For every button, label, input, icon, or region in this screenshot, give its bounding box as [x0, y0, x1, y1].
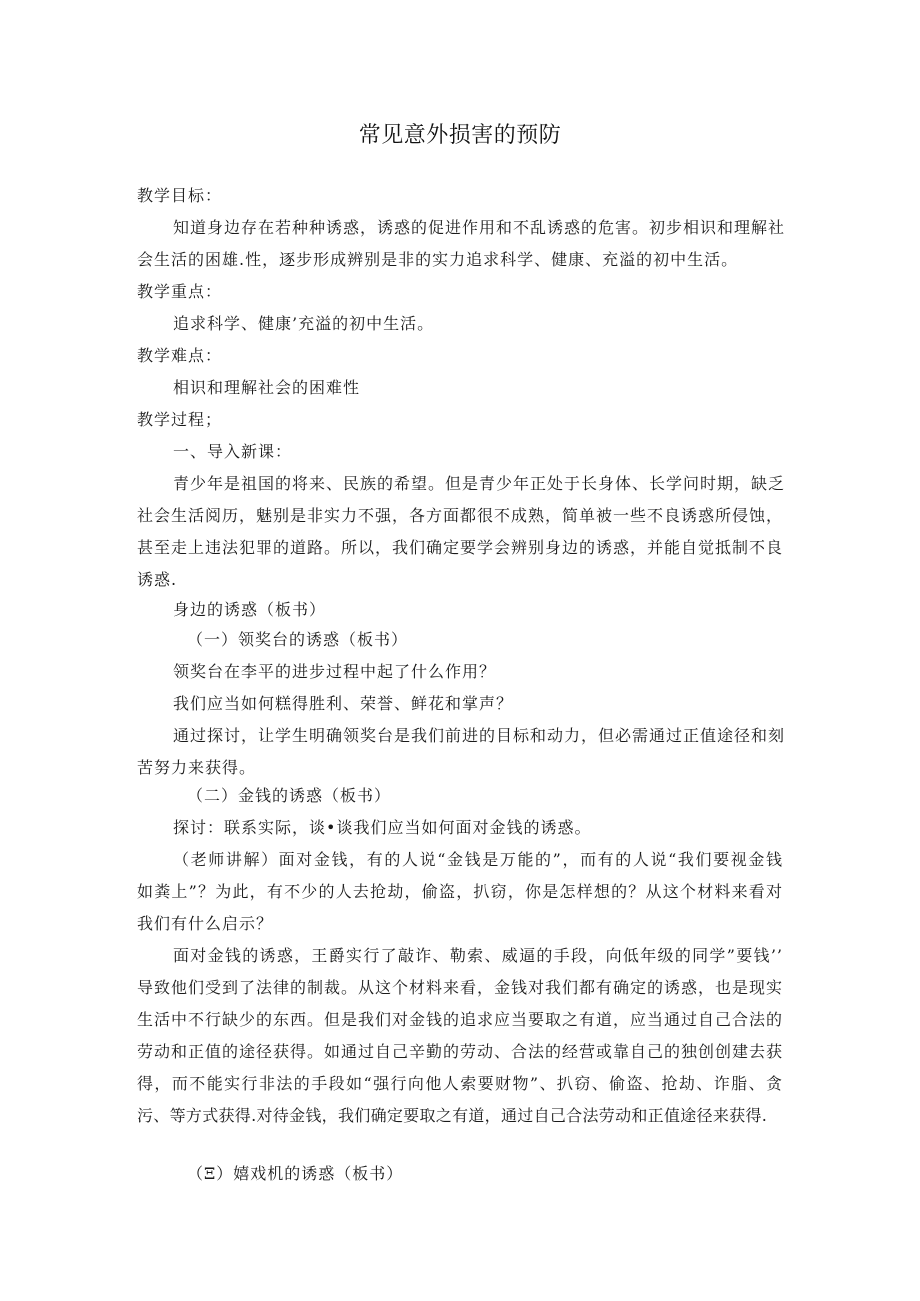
paragraph-line: 领奖台在李平的进步过程中起了什么作用？ — [173, 662, 497, 681]
document-title: 常见意外损害的预防 — [358, 123, 562, 148]
subsection-heading-money: （二）金钱的诱惑（板书） — [187, 786, 392, 805]
paragraph-line: 苦努力来获得。 — [137, 758, 257, 777]
section-heading-goals: 教学目标： — [137, 186, 223, 205]
subsection-heading-game-machine: （Ξ）嬉戏机的诱惑（板书） — [187, 1164, 404, 1183]
paragraph-line: 我们应当如何糕得胜利、荣誉、鲜花和掌声？ — [173, 694, 514, 713]
subsection-heading-podium: （一）领奖台的诱惑（板书） — [187, 630, 409, 649]
paragraph-line: 污、等方式获得.对待金钱，我们确定要取之有道，通过自己合法劳动和正值途径来获得. — [137, 1106, 768, 1125]
section-heading-key-points: 教学重点： — [137, 282, 223, 301]
section-heading-difficulties: 教学难点： — [137, 346, 223, 365]
paragraph-line: 导致他们受到了法律的制裁。从这个材料来看，金钱对我们都有确定的诱惑，也是现实 — [137, 978, 784, 997]
paragraph-line: （老师讲解）面对金钱，有的人说“金钱是万能的”，而有的人说“我们要视金钱 — [173, 850, 783, 869]
paragraph-line: 我们有什么启示？ — [137, 914, 274, 933]
paragraph-line: 如粪上”？为此，有不少的人去抢劫，偷盗，扒窃，你是怎样想的？从这个材料来看对 — [137, 882, 783, 901]
board-note: 身边的诱惑（板书） — [173, 600, 327, 619]
paragraph-line: 会生活的困雄.性，逐步形成辨别是非的实力追求科学、健康、充溢的初中生活。 — [137, 250, 739, 269]
subsection-heading-intro: 一、导入新课： — [173, 442, 293, 461]
paragraph-line: 诱惑. — [137, 570, 178, 589]
paragraph-line: 得，而不能实行非法的手段如“强行向他人索要财物”、扒窃、偷盗、抢劫、诈脂、贪 — [137, 1074, 783, 1093]
paragraph-line: 知道身边存在若种种诱惑，诱惑的促进作用和不乱诱惑的危害。初步相识和理解社 — [173, 218, 786, 237]
paragraph-line: 相识和理解社会的困难性 — [173, 378, 361, 397]
paragraph-line: 社会生活阅历，魅别是非实力不强，各方面都很不成熟，简单被一些不良诱惑所侵蚀， — [137, 506, 784, 525]
section-heading-process: 教学过程； — [137, 410, 223, 429]
paragraph-line: 面对金钱的诱惑，王爵实行了敲诈、勒索、威逼的手段，向低年级的同学”要钱’’ — [173, 946, 783, 965]
paragraph-line: 甚至走上违法犯罪的道路。所以，我们确定要学会辨别身边的诱惑，并能自觉抵制不良 — [137, 538, 784, 557]
paragraph-line: 通过探讨，让学生明确领奖台是我们前进的目标和动力，但必需通过正值途径和刻 — [173, 726, 786, 745]
paragraph-line: 探讨：联系实际，谈•谈我们应当如何面对金钱的诱惑。 — [173, 818, 592, 837]
paragraph-line: 生活中不行缺少的东西。但是我们对金钱的追求应当要取之有道，应当通过自己合法的 — [137, 1010, 784, 1029]
paragraph-line: 青少年是祖国的将来、民族的希望。但是青少年正处于长身体、长学问时期，缺乏 — [173, 474, 786, 493]
paragraph-line: 劳动和正值的途径获得。如通过自己辛勤的劳动、合法的经营或靠自己的独创创建去获 — [137, 1042, 784, 1061]
paragraph-line: 追求科学、健康’充溢的初中生活。 — [173, 314, 435, 333]
